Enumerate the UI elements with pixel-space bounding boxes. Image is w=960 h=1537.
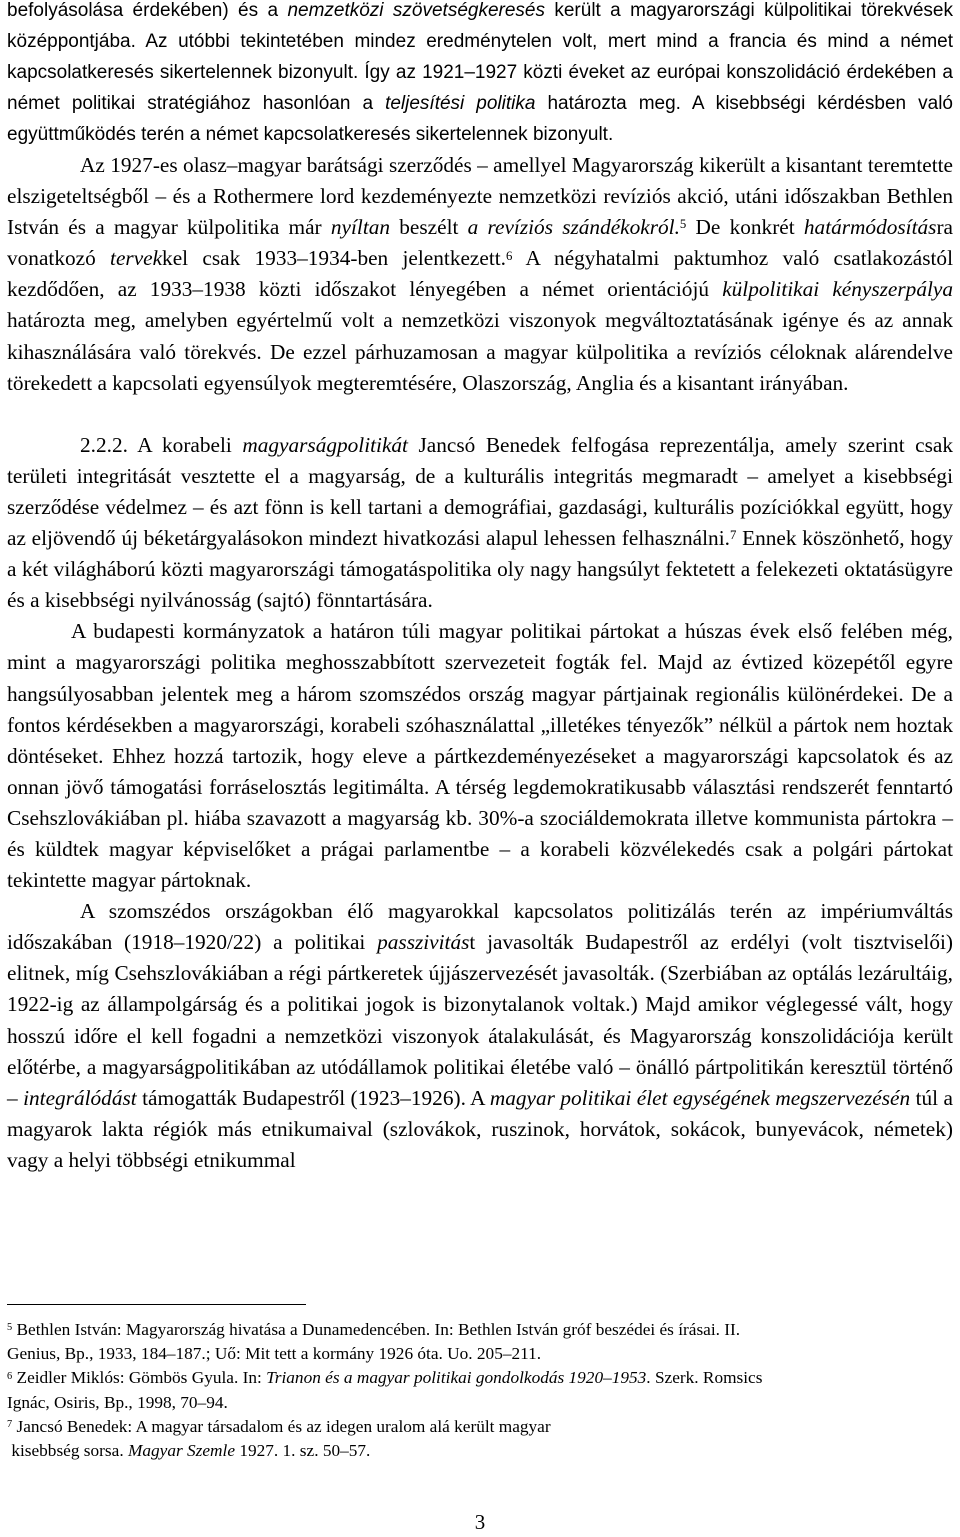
footnote-ref-6[interactable]: 6 xyxy=(506,248,513,263)
paragraph-neighbouring-countries: A szomszédos országokban élő magyarokkal kapcsolatos politizálás terén az impériumváltás időszakában (1918–1920/22) a politikai passzivitást javasolták Budapestről az erdélyi (volt tisztviselői) elitnek, míg Csehszlovákiában a régi pártkeretek újjászervezését javasolták. (Szerbiában az optálás lezárultáig, 1922-ig az állampolgárság és a politikai jogok is bizonytalanok voltak.) Majd amikor véglegessé vált, hogy hosszú időre el kell fogadni a nemzetközi viszonyok átalakulását, és Magyarország konszolidációja került előtérbe, a magyarságpolitikában az utódállamok politikai életébe való – önálló pártpolitikán keresztül történő – integrálódást támogatták Budapestről (1923–1926). A magyar politikai élet egységének megszervezésén túl a magyarok lakta régiók más etnikumaival (szlovákok, ruszinok, horvátok, sokácok, bunyevácok, németek) vagy a helyi többségi etnikummal xyxy=(7,899,953,1172)
document-page xyxy=(7,0,953,1176)
footnote-7: $^7$ Jancsó Benedek: A magyar társadalom és az idegen uralom alá került magyar kisebbség sorsa. Magyar Szemle 1927. 1. sz. 50–57. xyxy=(7,1416,551,1461)
paragraph-section-2-2-2: 2.2.2. A korabeli magyarságpolitikát Jancsó Benedek felfogása reprezentálja, amely szerint csak területi integritását vesztette el a magyarság, de a kulturális integritás megmaradt – amelyet a kisebbségi szerződése védelmez – és azt fönn is kell tartani a demográfiai, gazdasági, kulturális pozíciókkal együtt, hogy az eljövendő új béketárgyalásokon mindezt hivatkozási alapul lehessen felhasználni.$^7$ Ennek köszönhető, hogy a két világháború közti magyarországi támogatáspolitika oly nagy hangsúlyt fektetett a felekezeti oktatásügyre és a kisebbségi nyilvánosság (sajtó) fönntartására. xyxy=(7,432,953,613)
paragraph-revision-policy: Az 1927-es olasz–magyar barátsági szerződés – amellyel Magyarország kikerült a kisantant teremtette elszigeteltségből – és a Rothermere lord kezdeményezte nemzetközi revíziós akció, utáni időszakban Bethlen István és a magyar külpolitika már nyíltan beszélt a revíziós szándékokról.$^5$ De konkrét határmódosításra vonatkozó tervekkel csak 1933–1934-ben jelentkezett.$^6$ A négyhatalmi paktumhoz való csatlakozástól kezdődően, az 1933–1938 közti időszakot lényegében a német orientációjú külpolitikai kényszerpálya határozta meg, amelyben egyértelmű volt a nemzetközi viszonyok megváltoztatásának igénye és az annak kihasználására való törekvés. De ezzel párhuzamosan a magyar külpolitika a revíziós céloknak alárendelve törekedett a kapcsolati egyensúlyok megteremtésére, Olaszország, Anglia és a kisantant irányában. xyxy=(7,153,953,395)
page-number: 3 xyxy=(474,1510,486,1534)
paragraph-foreign-policy-intro: befolyásolása érdekében) és a nemzetközi szövetségkeresés került a magyarországi külpolitikai törekvések középpontjába. Az utóbbi tekintetében mindez eredménytelen volt, mert mind a francia és mind a német kapcsolatkeresés sikertelennek bizonyult. Így az 1921–1927 közti éveket az európai konszolidáció érdekében a német politikai stratégiához hasonlóan a teljesítési politika határozta meg. A kisebbségi kérdésben való együttműködés terén a német kapcsolatkeresés sikertelennek bizonyult. xyxy=(7,0,953,145)
footnote-ref-7[interactable]: 7 xyxy=(729,528,737,543)
paragraph-budapest-governments: A budapesti kormányzatok a határon túli magyar politikai pártokat a húszas évek első felében még, mint a magyarországi politika meghosszabbított szervezeteit fogták fel. Majd az évtized közepétől egyre hangsúlyosabban jelentek meg a három szomszédos ország magyar pártjainak regionális különérdekei. De a fontos kérdésekben a magyarországi, korabeli szóhasználattal „illetékes tényezők” nélkül a pártok nem hoztak döntéseket. Ehhez hozzá tartozik, hogy eleve a pártkezdeményezéseket a magyarországi kapcsolatok és az onnan jövő támogatási forráselosztás legitimálta. A térség legdemokratikusabb választási rendszerét fenntartó Csehszlovákiában pl. hiába szavazott a magyarság kb. 30%-a szociáldemokrata illetve kommunista pártokra – és küldtek magyar képviselőket a prágai parlamentbe – a korabeli közvélekedés csak a polgári pártokat tekintette magyar pártoknak. xyxy=(7,619,953,893)
footnote-5: $^5$ Bethlen István: Magyarország hivatása a Dunamedencében. In: Bethlen István gróf beszédei és írásai. II. Genius, Bp., 1933, 184–187.; Uő: Mit tett a kormány 1926 óta. Uo. 205–211. xyxy=(7,1320,741,1364)
footnote-ref-5[interactable]: 5 xyxy=(679,217,687,232)
footnote-6: $^6$ Zeidler Miklós: Gömbös Gyula. In: Trianon és a magyar politikai gondolkodás 1920–1953. Szerk. Romsics Ignác, Osiris, Bp., 1998, 70–94. xyxy=(7,1368,763,1412)
footnote-separator xyxy=(7,1304,306,1305)
footnotes xyxy=(7,1318,953,1463)
